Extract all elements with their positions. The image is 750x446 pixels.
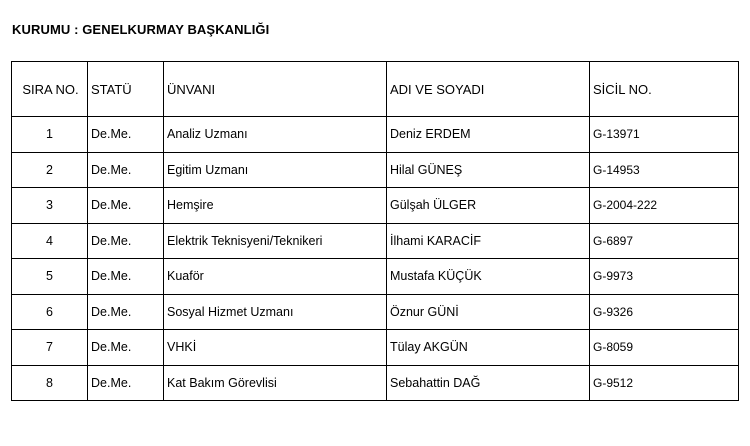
cell-adi-soyadi: Öznur GÜNİ [387, 294, 590, 330]
table-row [12, 188, 739, 224]
table-header [12, 62, 739, 117]
cell-statu: De.Me. [88, 188, 164, 224]
table-row [12, 365, 739, 401]
cell-sicil-no: G-14953 [590, 152, 739, 188]
cell-unvani: Elektrik Teknisyeni/Teknikeri [164, 223, 387, 259]
header-sira-no: SIRA NO. [12, 62, 88, 117]
header-sicil-no: SİCİL NO. [590, 62, 739, 117]
cell-sira-no: 1 [12, 117, 88, 153]
table-row [12, 294, 739, 330]
cell-sira-no: 5 [12, 259, 88, 295]
table-row [12, 330, 739, 366]
cell-sicil-no: G-6897 [590, 223, 739, 259]
header-unvani: ÜNVANI [164, 62, 387, 117]
cell-statu: De.Me. [88, 294, 164, 330]
header-row [12, 62, 739, 117]
cell-adi-soyadi: Sebahattin DAĞ [387, 365, 590, 401]
cell-adi-soyadi: Gülşah ÜLGER [387, 188, 590, 224]
cell-statu: De.Me. [88, 223, 164, 259]
cell-unvani: Kat Bakım Görevlisi [164, 365, 387, 401]
cell-unvani: Hemşire [164, 188, 387, 224]
cell-unvani: VHKİ [164, 330, 387, 366]
cell-unvani: Egitim Uzmanı [164, 152, 387, 188]
header-adi-soyadi: ADI VE SOYADI [387, 62, 590, 117]
cell-sicil-no: G-9512 [590, 365, 739, 401]
cell-statu: De.Me. [88, 152, 164, 188]
cell-unvani: Analiz Uzmanı [164, 117, 387, 153]
cell-sira-no: 8 [12, 365, 88, 401]
table-body [12, 117, 739, 401]
cell-unvani: Kuaför [164, 259, 387, 295]
cell-sicil-no: G-9973 [590, 259, 739, 295]
personnel-table [11, 61, 739, 401]
cell-statu: De.Me. [88, 330, 164, 366]
cell-adi-soyadi: Mustafa KÜÇÜK [387, 259, 590, 295]
cell-sira-no: 3 [12, 188, 88, 224]
cell-statu: De.Me. [88, 365, 164, 401]
cell-adi-soyadi: Hilal GÜNEŞ [387, 152, 590, 188]
table-row [12, 152, 739, 188]
cell-sicil-no: G-2004-222 [590, 188, 739, 224]
table-row [12, 223, 739, 259]
cell-unvani: Sosyal Hizmet Uzmanı [164, 294, 387, 330]
cell-sira-no: 7 [12, 330, 88, 366]
cell-sira-no: 4 [12, 223, 88, 259]
table-row [12, 259, 739, 295]
cell-adi-soyadi: Deniz ERDEM [387, 117, 590, 153]
cell-statu: De.Me. [88, 117, 164, 153]
cell-adi-soyadi: Tülay AKGÜN [387, 330, 590, 366]
cell-sicil-no: G-13971 [590, 117, 739, 153]
cell-adi-soyadi: İlhami KARACİF [387, 223, 590, 259]
institution-heading: KURUMU : GENELKURMAY BAŞKANLIĞI [12, 22, 270, 37]
cell-statu: De.Me. [88, 259, 164, 295]
cell-sicil-no: G-9326 [590, 294, 739, 330]
cell-sicil-no: G-8059 [590, 330, 739, 366]
cell-sira-no: 6 [12, 294, 88, 330]
cell-sira-no: 2 [12, 152, 88, 188]
table-row [12, 117, 739, 153]
header-statu: STATÜ [88, 62, 164, 117]
